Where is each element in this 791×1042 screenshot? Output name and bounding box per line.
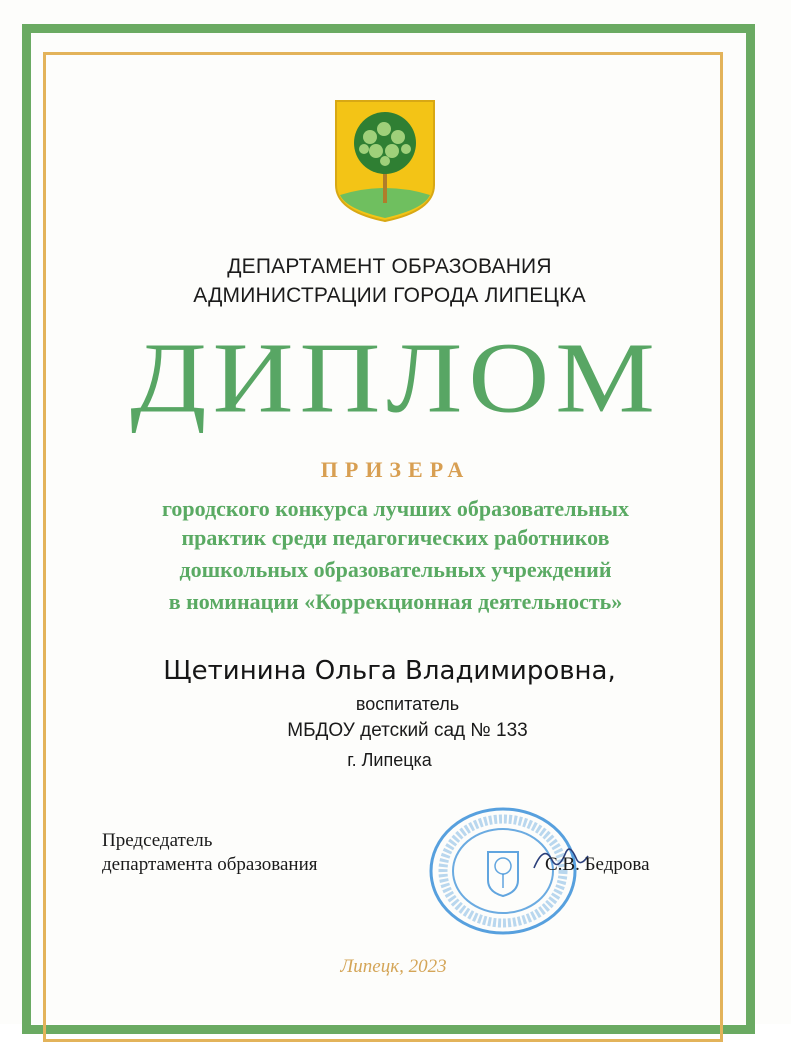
footer-place-year: Липецк, 2023 — [340, 956, 447, 977]
recipient-name: Щетинина Ольга Владимировна, — [163, 656, 616, 686]
department-line-1: ДЕПАРТАМЕНТ ОБРАЗОВАНИЯ — [227, 255, 552, 278]
diploma-title: ДИПЛОМ — [130, 322, 661, 434]
recipient-organization: МБДОУ детский сад № 133 — [287, 720, 528, 741]
diploma-subtitle: ПРИЗЕРА — [320, 457, 471, 482]
department-line-2: АДМИНИСТРАЦИИ ГОРОДА ЛИПЕЦКА — [193, 284, 586, 307]
description-line-4: в номинации «Коррекционная деятельность» — [168, 589, 623, 614]
signatory-name: С.В. Бедрова — [545, 854, 650, 875]
signatory-title-line-1: Председатель — [102, 830, 213, 851]
coat-of-arms-icon — [334, 99, 436, 223]
recipient-city: г. Липецка — [347, 750, 432, 770]
description-line-3: дошкольных образовательных учреждений — [179, 557, 612, 582]
description-line-1: городского конкурса лучших образовательных — [161, 496, 630, 521]
description-line-2: практик среди педагогических работников — [181, 525, 610, 550]
signatory-title-line-2: департамента образования — [102, 854, 318, 875]
recipient-position: воспитатель — [355, 694, 460, 714]
